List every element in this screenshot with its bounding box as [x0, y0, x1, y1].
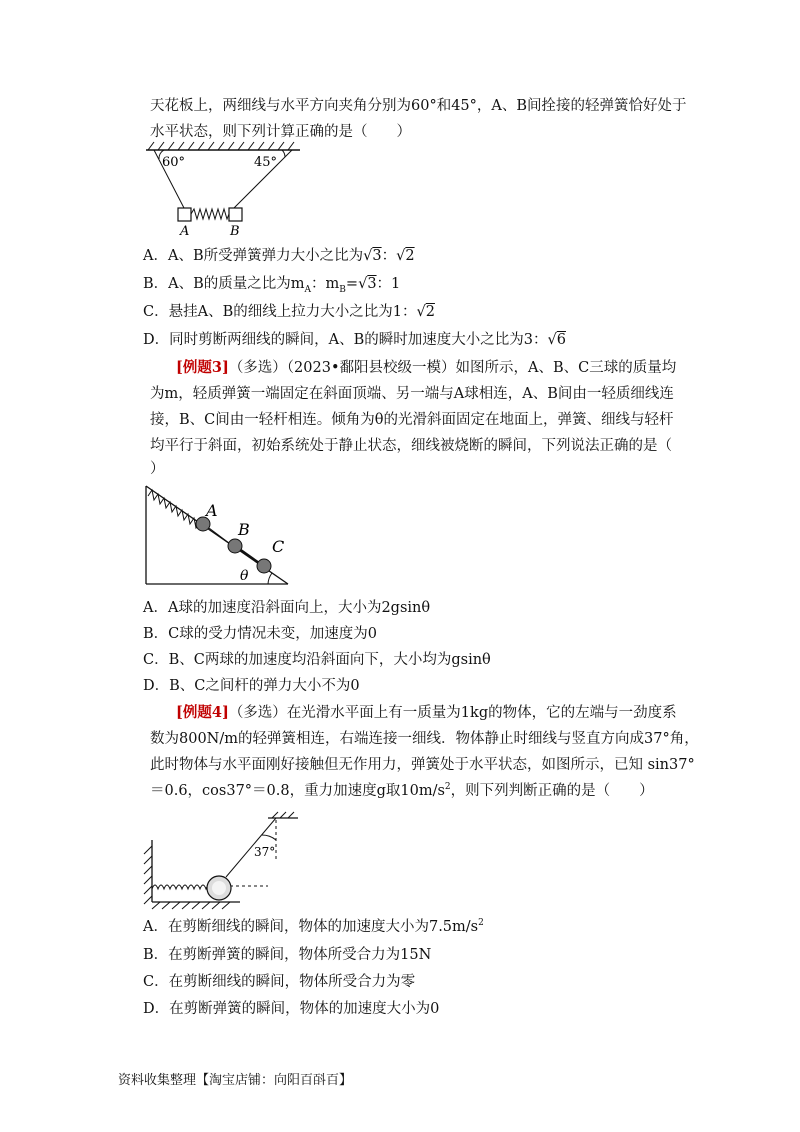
- q3-line-1: [例题3]（多选）（2023•鄱阳县校级一模）如图所示，A、B、C三球的质量均: [176, 359, 677, 376]
- q2-option-d: D．同时剪断两细线的瞬间，A、B的瞬时加速度大小之比为3：√6: [143, 332, 566, 348]
- label-theta: θ: [240, 568, 249, 584]
- ball-c: [257, 559, 271, 573]
- q2-line-2: 水平状态，则下列计算正确的是（ ）: [150, 124, 411, 140]
- q3-tag: [例题3]: [176, 359, 229, 376]
- q4-tag: [例题4]: [176, 704, 229, 721]
- q4-option-c: C．在剪断细线的瞬间，物体所受合力为零: [143, 974, 416, 990]
- theta-arc: [268, 573, 272, 584]
- angle-arc: [262, 835, 276, 840]
- floor-hatch: [152, 902, 230, 909]
- rod-bc: [241, 550, 258, 562]
- angle-label: 37°: [254, 845, 276, 859]
- q4-option-a: A．在剪断细线的瞬间，物体的加速度大小为$7.5m/s^2$: [143, 918, 484, 935]
- q3-line-3: 接，B、C间由一轻杆相连。倾角为θ的光滑斜面固定在地面上，弹簧、细线与轻杆: [150, 412, 674, 428]
- label-a: A: [180, 224, 190, 239]
- block-a: [178, 208, 191, 221]
- q3-line-4: 均平行于斜面，初始系统处于静止状态，细线被烧断的瞬间，下列说法正确的是（: [150, 438, 672, 454]
- sqrt-symbol: √: [363, 248, 373, 264]
- q3-option-c: C．B、C两球的加速度均沿斜面向下，大小均为gsinθ: [143, 652, 491, 668]
- footer: 资料收集整理【淘宝店铺：向阳百㪶百】: [118, 1073, 353, 1088]
- q4-line-2: 数为800N/m的轻弹簧相连，右端连接一细线．物体静止时细线与竖直方向成37°角，: [150, 731, 699, 747]
- block-b: [229, 208, 242, 221]
- q3-option-b: B．C球的受力情况未变，加速度为0: [143, 626, 377, 642]
- spring: [191, 209, 229, 219]
- ceiling-hatch: [272, 812, 294, 818]
- q2-option-c: C．悬挂A、B的细线上拉力大小之比为1：√2: [143, 304, 435, 320]
- thread-ab: [209, 528, 229, 543]
- q3-line-2: 为m，轻质弹簧一端固定在斜面顶端、另一端与A球相连，A、B间由一轻质细线连: [150, 386, 674, 402]
- angle-label-left: 60°: [162, 155, 186, 170]
- q4-option-b: B．在剪断弹簧的瞬间，物体所受合力为15N: [143, 947, 432, 963]
- angle-arc-right: [282, 150, 285, 157]
- q3-option-a: A．A球的加速度沿斜面向上，大小为2gsinθ: [143, 600, 431, 616]
- q4-option-d: D．在剪断弹簧的瞬间，物体的加速度大小为0: [143, 1001, 440, 1017]
- ball-b: [228, 539, 242, 553]
- label-c: C: [272, 537, 285, 556]
- q4-line-3: 此时物体与水平面刚好接触但无作用力，弹簧处于水平状态，如图所示，已知 sin37°: [150, 757, 695, 773]
- q3-figure: [140, 482, 295, 592]
- q2-figure: [140, 140, 310, 240]
- q4-line-4: ＝0.6，cos37°＝0.8，重力加速度g取$10m/s^2$，则下列判断正确的是（ ）: [150, 782, 654, 799]
- q2-option-b: B．A、B的质量之比为$m_A$：$m_B=√3$：1: [143, 276, 401, 295]
- spring: [148, 490, 202, 528]
- q4-line-1: [例题4]（多选）在光滑水平面上有一质量为1kg的物体，它的左端与一劲度系: [176, 704, 677, 721]
- q3-option-d: D．B、C之间杆的弹力大小不为0: [143, 678, 360, 694]
- q4-figure: [140, 810, 300, 910]
- q2-option-a: A．A、B所受弹簧弹力大小之比为√3：√2: [143, 248, 415, 264]
- left-wall-hatch: [144, 846, 152, 904]
- ceiling: [146, 142, 300, 150]
- q3-line-5: ）: [150, 461, 165, 477]
- label-b: B: [230, 224, 240, 239]
- angle-label-right: 45°: [254, 155, 278, 170]
- label-b: B: [238, 520, 250, 539]
- label-a: A: [206, 501, 218, 520]
- object-ball-highlight: [212, 881, 226, 895]
- q2-line-1: 天花板上，两细线与水平方向夹角分别为60°和45°，A、B间拴接的轻弹簧恰好处于: [150, 98, 687, 114]
